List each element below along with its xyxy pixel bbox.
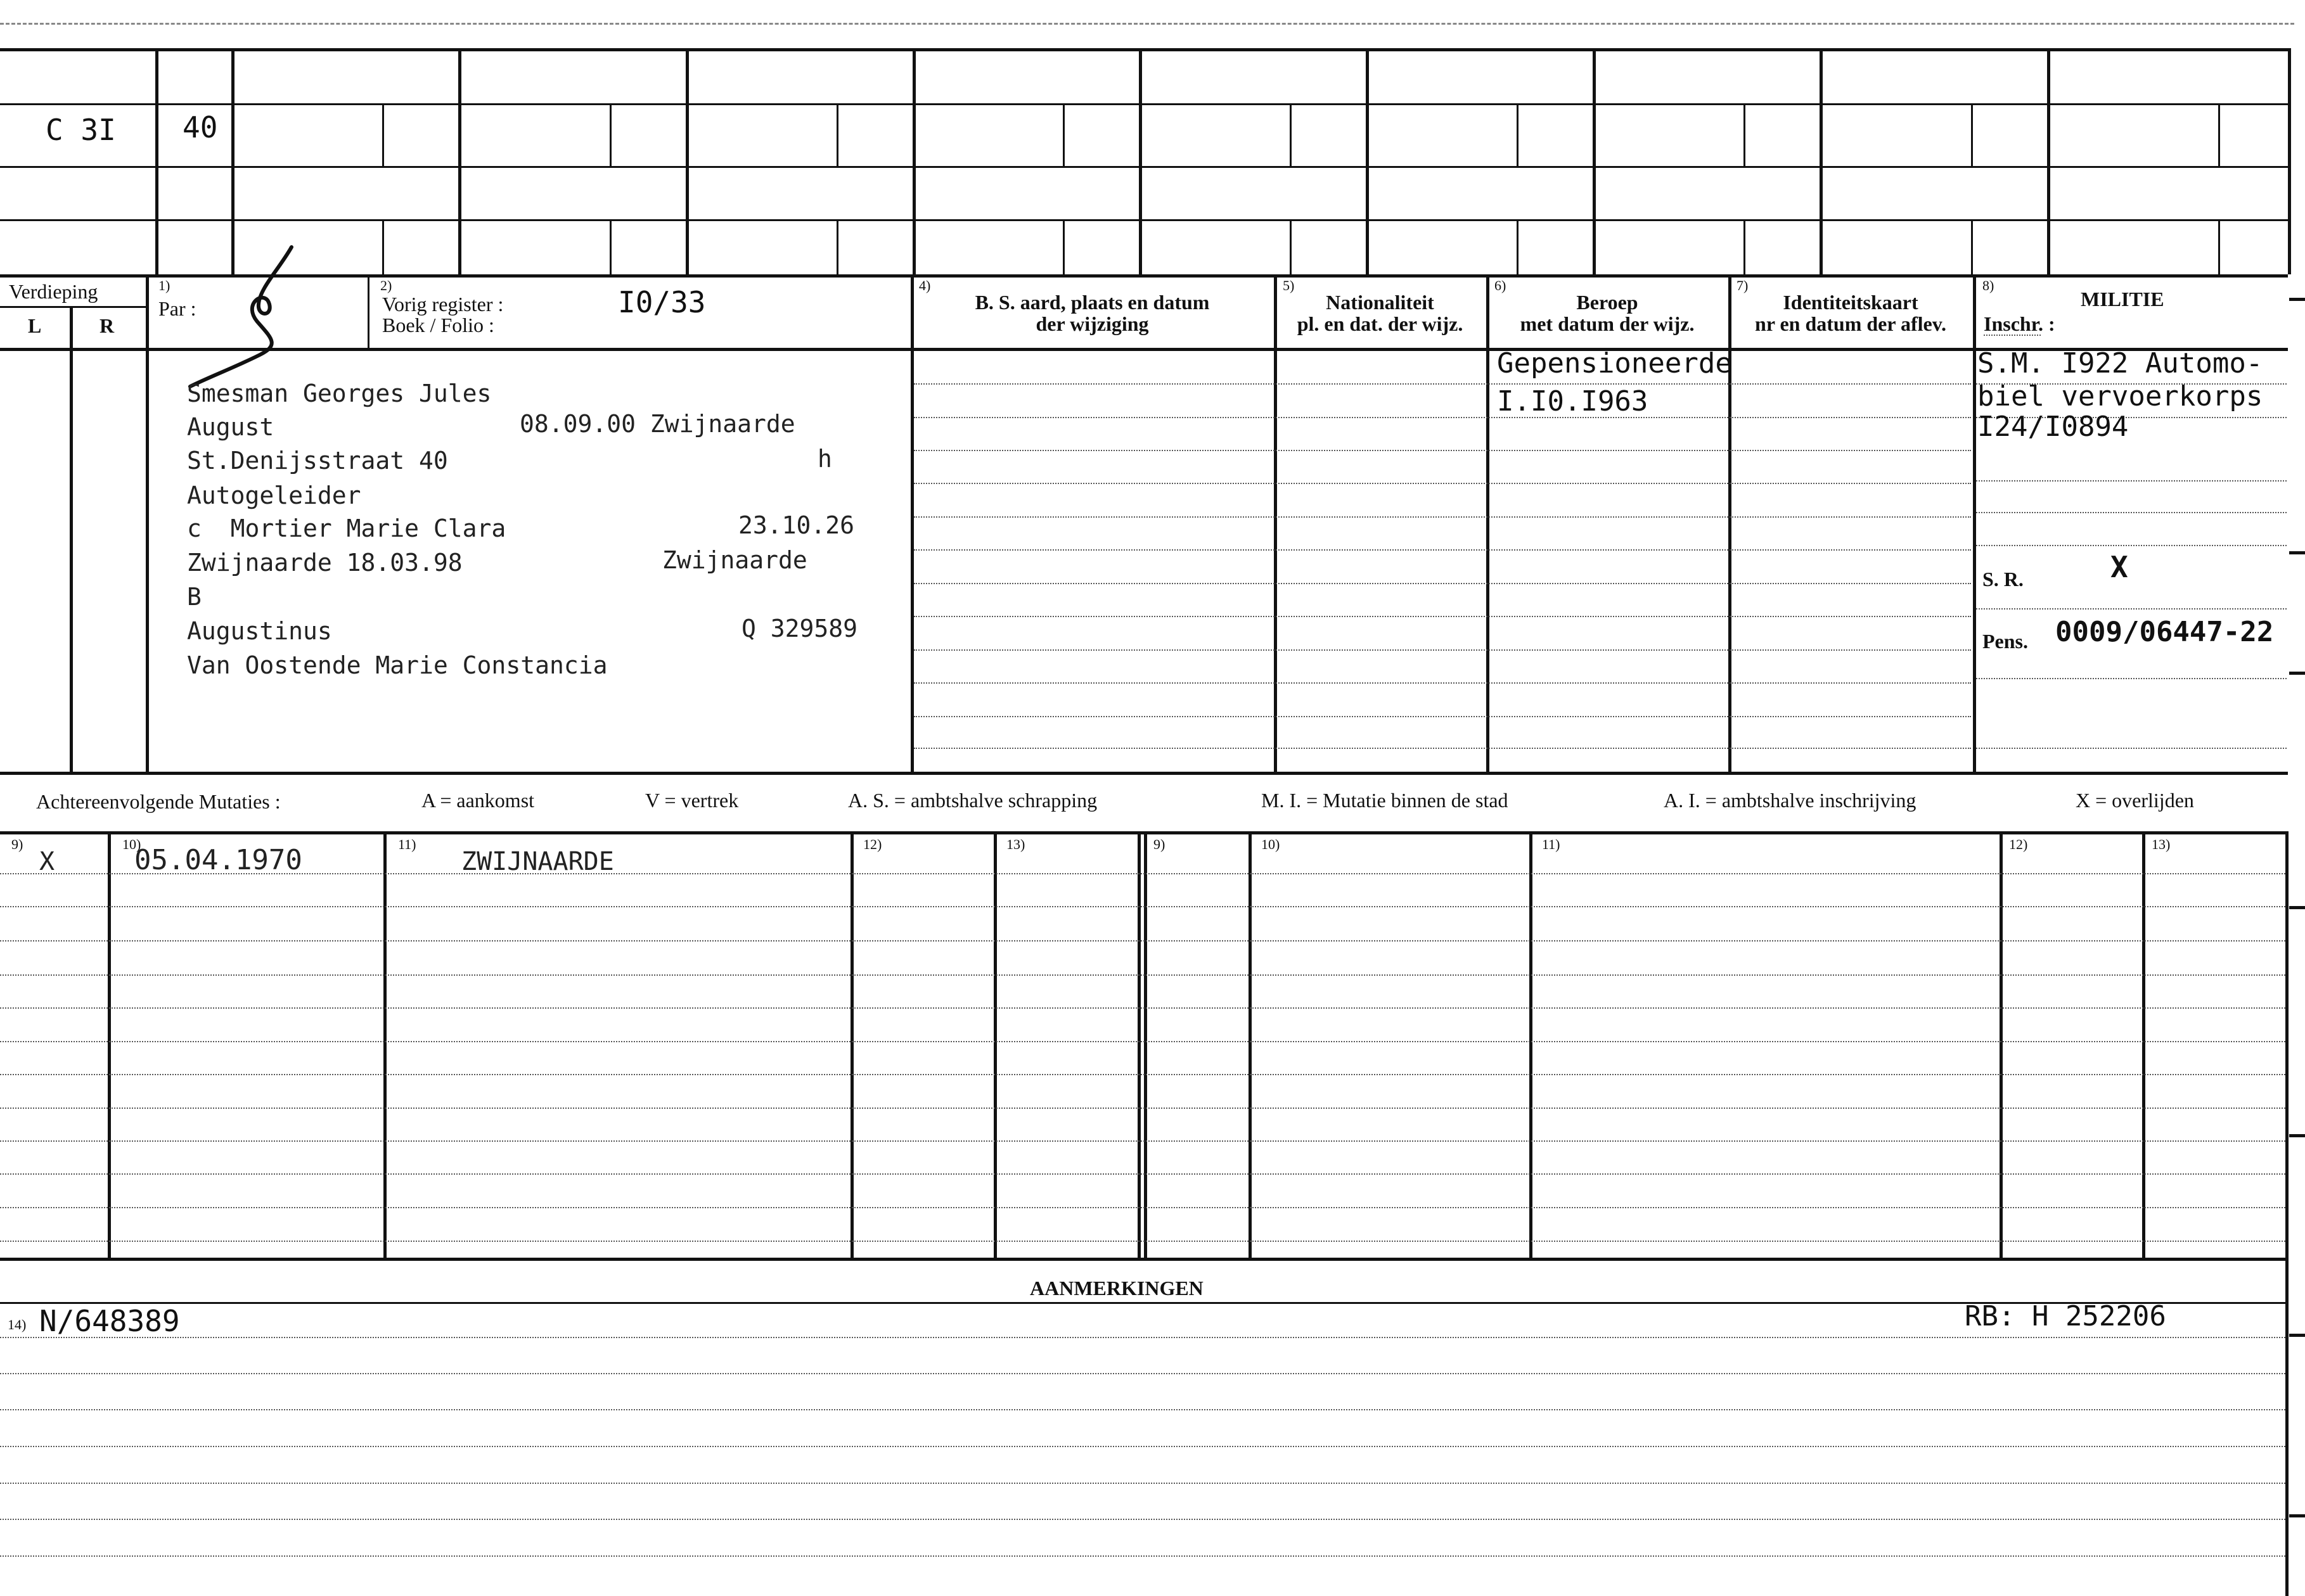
bs-header-2: der wijziging bbox=[1036, 312, 1149, 335]
r-label: R bbox=[100, 314, 115, 337]
pens-label: Pens. bbox=[1982, 630, 2028, 653]
remarks-n-value: N/648389 bbox=[39, 1304, 180, 1338]
mut-note-9b: 9) bbox=[1153, 836, 1165, 852]
mut-note-11a: 11) bbox=[398, 836, 416, 852]
person-line-8a: Augustinus bbox=[187, 617, 332, 645]
person-line-3b: h bbox=[818, 445, 832, 473]
vorig-register-value: I0/33 bbox=[618, 285, 706, 319]
beroep-entry-1: Gepensioneerde bbox=[1497, 347, 1732, 380]
sr-value: X bbox=[2110, 550, 2128, 584]
mut-note-13a: 13) bbox=[1006, 836, 1025, 852]
id-header-1: Identiteitskaart bbox=[1783, 291, 1918, 314]
remarks-title: AANMERKINGEN bbox=[1030, 1277, 1204, 1299]
pens-value: 0009/06447-22 bbox=[2055, 616, 2274, 648]
person-line-7: B bbox=[187, 583, 202, 611]
person-line-1: Smesman Georges Jules bbox=[187, 380, 492, 407]
legend-x: X = overlijden bbox=[2076, 789, 2194, 812]
person-line-5a: c Mortier Marie Clara bbox=[187, 514, 506, 542]
mut-note-12b: 12) bbox=[2009, 836, 2028, 852]
boek-folio-label: Boek / Folio : bbox=[382, 314, 494, 336]
remarks-rb-value: RB: H 252206 bbox=[1965, 1300, 2166, 1332]
mut-note-9a: 9) bbox=[11, 836, 23, 852]
verdieping-label: Verdieping bbox=[9, 280, 98, 303]
sr-label: S. R. bbox=[1982, 568, 2024, 591]
beroep-header-2: met datum der wijz. bbox=[1520, 312, 1695, 335]
person-line-6b: Zwijnaarde bbox=[662, 546, 807, 574]
nat-header-2: pl. en dat. der wijz. bbox=[1297, 312, 1463, 335]
legend-v: V = vertrek bbox=[645, 789, 739, 812]
legend-as: A. S. = ambtshalve schrapping bbox=[848, 789, 1098, 812]
militie-entry-2: biel vervoerkorps bbox=[1977, 380, 2263, 412]
code-2: 40 bbox=[183, 110, 218, 144]
person-line-2a: August bbox=[187, 413, 274, 441]
mut-note-10b: 10) bbox=[1261, 836, 1280, 852]
note-7: 7) bbox=[1737, 278, 1749, 293]
note-6: 6) bbox=[1494, 278, 1506, 293]
nat-header-1: Nationaliteit bbox=[1326, 291, 1434, 314]
mutations-title: Achtereenvolgende Mutaties : bbox=[36, 790, 281, 813]
militie-entry-1: S.M. I922 Automo- bbox=[1977, 347, 2263, 380]
beroep-header-1: Beroep bbox=[1576, 291, 1638, 314]
person-line-2b: 08.09.00 Zwijnaarde bbox=[520, 410, 795, 438]
mut-note-11b: 11) bbox=[1542, 836, 1560, 852]
person-line-6a: Zwijnaarde 18.03.98 bbox=[187, 549, 463, 577]
mutation-date: 05.04.1970 bbox=[134, 844, 302, 876]
vorig-register-label: Vorig register : bbox=[382, 293, 504, 316]
par-label: Par : bbox=[158, 297, 196, 320]
id-header-2: nr en datum der aflev. bbox=[1755, 312, 1946, 335]
mut-note-10a: 10) bbox=[122, 836, 141, 852]
code-1: C 3I bbox=[46, 113, 116, 147]
mut-note-12a: 12) bbox=[863, 836, 882, 852]
legend-ai: A. I. = ambtshalve inschrijving bbox=[1664, 789, 1917, 812]
mut-note-13b: 13) bbox=[2152, 836, 2171, 852]
person-line-9: Van Oostende Marie Constancia bbox=[187, 651, 608, 679]
person-line-8b: Q 329589 bbox=[742, 615, 858, 642]
legend-a: A = aankomst bbox=[421, 789, 535, 812]
beroep-entry-2: I.I0.I963 bbox=[1497, 385, 1648, 418]
mutation-place: ZWIJNAARDE bbox=[461, 847, 614, 876]
person-line-4: Autogeleider bbox=[187, 482, 361, 509]
person-line-3a: St.Denijsstraat 40 bbox=[187, 447, 448, 475]
note-1: 1) bbox=[158, 278, 170, 293]
militie-label: MILITIE bbox=[2081, 288, 2164, 310]
remarks-note-14: 14) bbox=[8, 1317, 27, 1332]
note-5: 5) bbox=[1283, 278, 1295, 293]
l-label: L bbox=[28, 314, 42, 337]
note-4: 4) bbox=[919, 278, 931, 293]
inschr-label: Inschr. : bbox=[1984, 312, 2055, 335]
note-2: 2) bbox=[380, 278, 392, 293]
mutation-code: X bbox=[39, 847, 55, 876]
note-8: 8) bbox=[1982, 278, 1994, 293]
bs-header-1: B. S. aard, plaats en datum bbox=[975, 291, 1210, 314]
militie-entry-3: I24/I0894 bbox=[1977, 411, 2129, 443]
par-signature bbox=[184, 244, 311, 390]
person-line-5b: 23.10.26 bbox=[738, 511, 855, 539]
legend-mi: M. I. = Mutatie binnen de stad bbox=[1261, 789, 1508, 812]
